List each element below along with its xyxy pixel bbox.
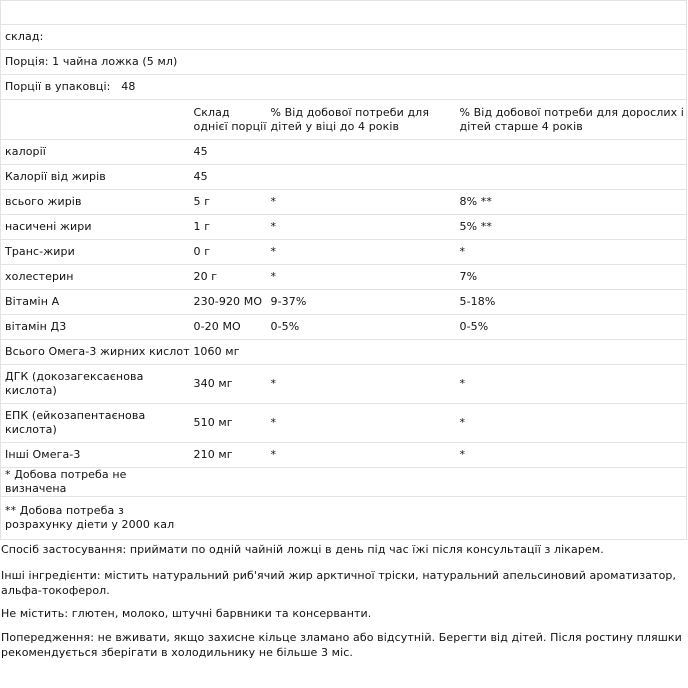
table-row-footnote-double xyxy=(1,497,687,540)
nutrient-child-dv xyxy=(268,140,457,165)
table-row-omega-total xyxy=(1,340,687,365)
nutrient-amount: 5 г xyxy=(191,190,268,215)
other-ingredients: Інші інгредієнти: містить натуральний риб'ячий жир арктичної тріски, натуральний апельсиновий ароматизатор, альфа-токоферол. xyxy=(1,569,677,597)
column-header-children: % Від добової потреби для дітей у віці до 4 років xyxy=(268,100,457,140)
footnote-2000-kcal: ** Добова потреба з розрахунку діети у 2000 кал xyxy=(1,497,191,540)
nutrient-adult-dv: * xyxy=(457,404,687,443)
nutrient-name: всього жирів xyxy=(1,190,191,215)
nutrient-amount: 230-920 МО xyxy=(191,290,268,315)
nutrient-child-dv: 9-37% xyxy=(268,290,457,315)
nutrient-child-dv: * xyxy=(268,190,457,215)
nutrient-amount: 0 г xyxy=(191,240,268,265)
table-row-footnote-single xyxy=(1,468,687,497)
table-row xyxy=(1,365,687,404)
nutrient-amount: 45 xyxy=(191,140,268,165)
table-row-serving xyxy=(1,50,687,75)
nutrient-name: насичені жири xyxy=(1,215,191,240)
nutrient-name: Транс-жири xyxy=(1,240,191,265)
table-row-servings-per-pack xyxy=(1,75,687,100)
table-row xyxy=(1,165,687,190)
nutrient-adult-dv: 0-5% xyxy=(457,315,687,340)
nutrient-name: Вітамін А xyxy=(1,290,191,315)
nutrient-amount: 210 мг xyxy=(191,443,268,468)
nutrient-adult-dv: 5-18% xyxy=(457,290,687,315)
nutrient-name: Калорії від жирів xyxy=(1,165,191,190)
free-from-statement: Не містить: глютен, молоко, штучні барвники та консерванти. xyxy=(1,607,372,620)
nutrient-adult-dv: 5% ** xyxy=(457,215,687,240)
table-row xyxy=(1,290,687,315)
table-row xyxy=(1,443,687,468)
nutrient-name: ДГК (докозагексаєнова кислота) xyxy=(1,365,191,404)
nutrient-adult-dv: * xyxy=(457,443,687,468)
nutrient-child-dv: * xyxy=(268,443,457,468)
serving-size-label: Порція: 1 чайна ложка (5 мл) xyxy=(1,50,687,75)
nutrient-adult-dv xyxy=(457,165,687,190)
nutrient-amount: 340 мг xyxy=(191,365,268,404)
usage-instructions: Спосіб застосування: приймати по одній чайній ложці в день під час їжі після консультації з лікарем. xyxy=(1,543,604,556)
table-row-top-empty xyxy=(1,1,687,25)
nutrient-amount: 0-20 МО xyxy=(191,315,268,340)
nutrient-amount: 1 г xyxy=(191,215,268,240)
nutrient-child-dv: * xyxy=(268,240,457,265)
nutrient-name: ЕПК (ейкозапентаєнова кислота) xyxy=(1,404,191,443)
nutrient-child-dv xyxy=(268,165,457,190)
nutrient-adult-dv: * xyxy=(457,365,687,404)
column-header-adults: % Від добової потреби для дорослих і дітей старше 4 років xyxy=(457,100,687,140)
nutrient-child-dv: * xyxy=(268,215,457,240)
omega-total-label: Всього Омега-3 жирних кислот 1060 мг xyxy=(1,340,687,365)
nutrient-name: калорії xyxy=(1,140,191,165)
nutrient-adult-dv: 7% xyxy=(457,265,687,290)
table-row xyxy=(1,190,687,215)
servings-per-pack-label: Порції в упаковці: xyxy=(5,80,111,93)
nutrient-child-dv: * xyxy=(268,365,457,404)
nutrient-adult-dv: 8% ** xyxy=(457,190,687,215)
nutrient-adult-dv: * xyxy=(457,240,687,265)
nutrient-amount: 20 г xyxy=(191,265,268,290)
table-row xyxy=(1,404,687,443)
table-row-composition xyxy=(1,25,687,50)
nutrient-child-dv: 0-5% xyxy=(268,315,457,340)
nutrient-name: холестерин xyxy=(1,265,191,290)
table-row xyxy=(1,240,687,265)
table-row xyxy=(1,215,687,240)
table-row xyxy=(1,315,687,340)
nutrient-amount: 510 мг xyxy=(191,404,268,443)
table-row xyxy=(1,265,687,290)
nutrient-adult-dv xyxy=(457,140,687,165)
table-row xyxy=(1,140,687,165)
nutrient-name: Інші Омега-3 xyxy=(1,443,191,468)
nutrient-amount: 45 xyxy=(191,165,268,190)
nutrient-child-dv: * xyxy=(268,265,457,290)
warning-statement: Попередження: не вживати, якщо захисне кільце зламано або відсутній. Берегти від дітей. Після ростину пляшки рекомендується зберігати в холодильнику не більше 3 міс. xyxy=(1,631,682,659)
footnote-undefined-dv: * Добова потреба не визначена xyxy=(1,468,191,497)
composition-label: склад: xyxy=(1,25,687,50)
nutrient-name: вітамін Д3 xyxy=(1,315,191,340)
nutrient-child-dv: * xyxy=(268,404,457,443)
column-header-per-serving: Склад однієї порції xyxy=(191,100,268,140)
servings-per-pack-value: 48 xyxy=(121,80,136,93)
table-header-row xyxy=(1,100,687,140)
